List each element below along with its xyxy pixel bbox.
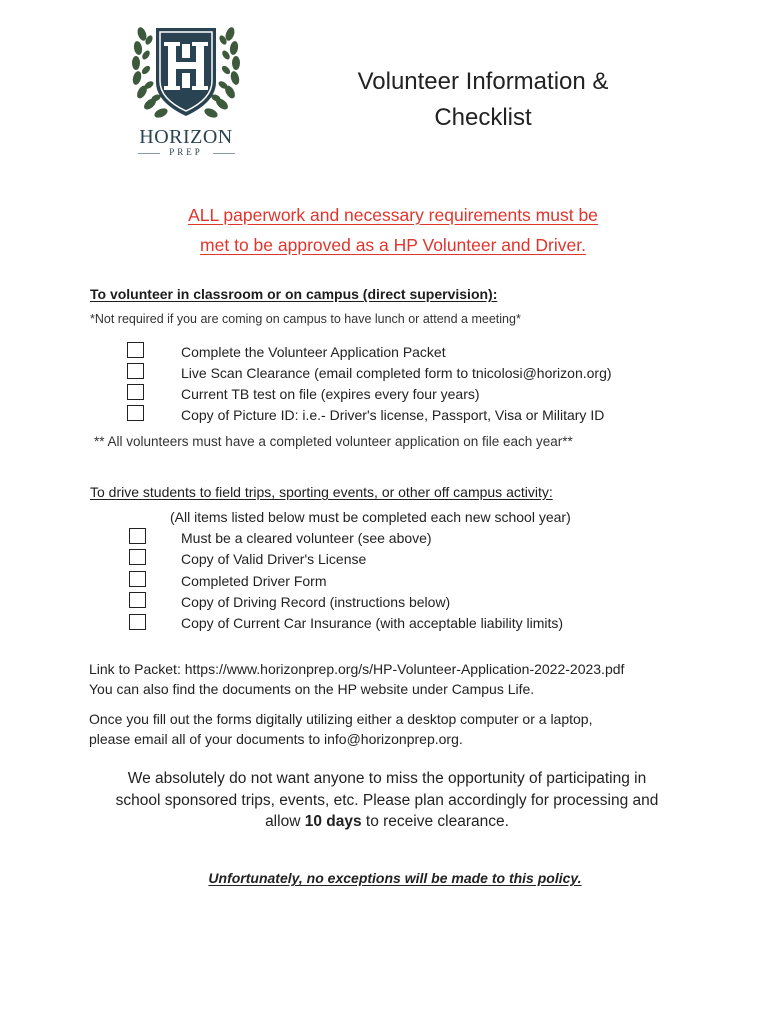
page-title-line1: Volunteer Information &: [357, 68, 609, 95]
checkbox-cleared-volunteer[interactable]: [129, 528, 146, 544]
laurel-shield-icon: [128, 20, 244, 126]
checklist-item: Copy of Valid Driver's License: [181, 551, 367, 567]
checklist-item: Copy of Picture ID: i.e.- Driver's license, Passport, Visa or Military ID: [181, 407, 605, 423]
section1-footer: ** All volunteers must have a completed volunteer application on file each year**: [94, 434, 573, 449]
closing-line3: [70, 811, 704, 833]
checklist-item: Current TB test on file (expires every four years): [181, 386, 480, 402]
page-title-line2: Checklist: [434, 104, 532, 131]
closing-line2: school sponsored trips, events, etc. Please plan accordingly for processing and: [115, 791, 659, 809]
checkbox-drivers-license[interactable]: [129, 549, 146, 565]
checkbox-driving-record[interactable]: [129, 592, 146, 608]
email-instructions-line1: Once you fill out the forms digitally utilizing either a desktop computer or a laptop,: [89, 711, 593, 727]
checklist-item: Completed Driver Form: [181, 573, 327, 589]
email-instructions-line2: please email all of your documents to info@horizonprep.org.: [89, 731, 463, 747]
section1-heading: To volunteer in classroom or on campus (direct supervision):: [90, 286, 498, 302]
checkbox-volunteer-packet[interactable]: [127, 342, 144, 358]
website-note: You can also find the documents on the HP website under Campus Life.: [89, 681, 535, 697]
checkbox-car-insurance[interactable]: [129, 614, 146, 630]
checklist-item: Copy of Current Car Insurance (with acceptable liability limits): [181, 615, 564, 631]
section2-note: (All items listed below must be completed each new school year): [170, 509, 571, 525]
requirement-notice-line1: ALL paperwork and necessary requirements must be: [188, 205, 598, 225]
checkbox-live-scan[interactable]: [127, 363, 144, 379]
logo-subtitle: PREP: [169, 147, 203, 157]
section2-heading: To drive students to field trips, sporting events, or other off campus activity:: [90, 484, 553, 500]
checklist-item: Copy of Driving Record (instructions below): [181, 594, 451, 610]
closing-line3-pre: allow: [265, 813, 305, 830]
requirement-notice-line2: met to be approved as a HP Volunteer and Driver.: [200, 235, 586, 255]
checklist-item: Complete the Volunteer Application Packet: [181, 344, 446, 360]
section1-note: *Not required if you are coming on campus to have lunch or attend a meeting*: [90, 312, 521, 326]
closing-line1: We absolutely do not want anyone to miss the opportunity of participating in: [127, 770, 647, 787]
packet-link[interactable]: Link to Packet: https://www.horizonprep.org/s/HP-Volunteer-Application-2022-2023.pdf: [89, 661, 625, 677]
checkbox-picture-id[interactable]: [127, 405, 144, 421]
policy-statement: Unfortunately, no exceptions will be made to this policy.: [208, 870, 582, 886]
checklist-item: Live Scan Clearance (email completed form to tnicolosi@horizon.org): [181, 365, 612, 381]
closing-paragraph: [70, 768, 704, 833]
clearance-days: 10 days: [304, 813, 362, 830]
logo-divider-right: [213, 153, 235, 154]
checklist-item: Must be a cleared volunteer (see above): [181, 530, 432, 546]
checkbox-tb-test[interactable]: [127, 384, 144, 400]
logo-name: HORIZON: [139, 126, 233, 148]
closing-line3-post: to receive clearance.: [361, 813, 509, 830]
checkbox-driver-form[interactable]: [129, 571, 146, 587]
